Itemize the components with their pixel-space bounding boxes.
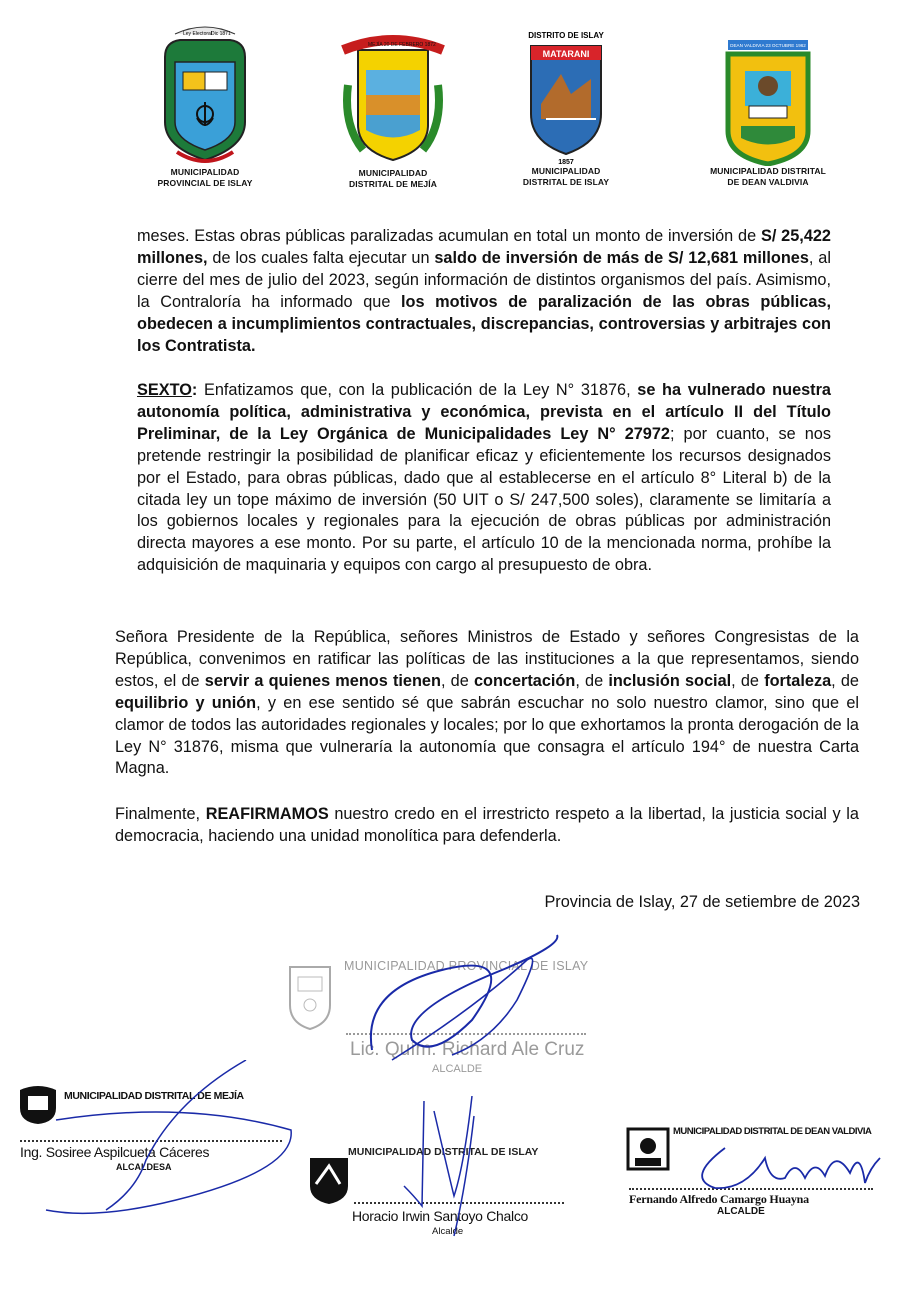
p2-text-1: Enfatizamos que, con la publicación de la Ley N° 31876,: [197, 381, 638, 399]
mejia-signer-title: ALCALDESA: [116, 1162, 172, 1172]
p1-text-1: meses. Estas obras públicas paralizadas acumulan en total un monto de inversión de: [137, 227, 761, 245]
date-line: Provincia de Islay, 27 de setiembre de 2023: [544, 893, 860, 911]
dean-valdivia-shield-icon: [713, 36, 823, 166]
islay-signer-name: Horacio Irwin Santoyo Chalco: [352, 1208, 529, 1224]
p2-text-2: ; por cuanto, se nos pretende restringir la posibilidad de planificar eficaz y eficientemente los recursos designados por el Estado, para obras públicas, dado que al establecerse en el artículo 8° Literal b) de la citada ley un tope máximo de inversión (50 UIT o S/ 247,500 soles), claramente se limitaría a los gobiernos locales y regionales para la ejecución de obras públicas por administración directa mayores a ese monto. Por su parte, el artículo 10 de la mencionada norma, prohíbe la adquisición de maquinaria y equipos con cargo al presupuesto de obra.: [137, 424, 831, 575]
signature-block-provincial: [282, 945, 602, 1085]
islay-signer-title: Alcalde: [432, 1226, 464, 1237]
dean-caption-line1: MUNICIPALIDAD DISTRITAL: [710, 166, 826, 176]
p1-bold-1: S/ 25,422 millones,: [137, 227, 831, 267]
dean-ribbon-text: DEAN VALDIVIA 23 OCTUBRE 1962: [730, 43, 806, 48]
signature-block-mejia: [16, 1060, 296, 1220]
mejia-signer-name: Ing. Sosiree Aspilcueta Cáceres: [20, 1144, 210, 1160]
provincial-stamp-text: MUNICIPALIDAD PROVINCIAL DE ISLAY: [344, 959, 589, 973]
p4-text-1: Finalmente,: [115, 805, 206, 823]
provincial-seal-icon: [284, 953, 336, 1033]
p4-text-2: nuestro credo en el irrestricto respeto a la libertad, la justicia social y la democracia, haciendo una unidad monolítica para defenderla.: [115, 805, 859, 845]
islay-caption: [496, 166, 636, 188]
provincial-signer-title: ALCALDE: [432, 1063, 483, 1075]
p3-text-3: , de: [575, 671, 609, 690]
p1-bold-2: saldo de inversión de más de S/ 12,681 millones: [434, 248, 809, 267]
signature-block-dean: [625, 1118, 885, 1228]
islay-stamp-text: MUNICIPALIDAD DISTRITAL DE ISLAY: [348, 1146, 539, 1158]
p4-bold-1: REAFIRMAMOS: [205, 805, 329, 823]
paragraph-senora-presidente: [115, 627, 859, 780]
p3-bold-5: equilibrio y unión: [115, 693, 257, 712]
paragraph-finalmente: [115, 804, 859, 848]
logo-distrital-mejia: [318, 30, 468, 190]
p3-text-4: , de: [731, 671, 765, 690]
dean-seal-icon: [625, 1126, 671, 1182]
provincial-signer-name: Lic. Quím. Richard Ale Cruz: [350, 1039, 585, 1060]
mejia-handwritten-signature: [26, 1060, 296, 1220]
dean-caption-line2: DE DEAN VALDIVIA: [727, 177, 809, 187]
provincial-islay-caption: [140, 167, 270, 189]
p3-text-2: , de: [440, 671, 474, 690]
logo-distrital-islay: [496, 24, 636, 188]
paragraph-continuation: [137, 226, 831, 357]
sexto-colon: :: [191, 381, 198, 399]
islay-shield-icon: [511, 24, 621, 166]
provincial-islay-ribbon-right: Dic 1871: [211, 31, 231, 37]
islay-seal-icon: [306, 1154, 352, 1206]
paragraph-sexto: [137, 380, 831, 577]
mejia-stamp-text: MUNICIPALIDAD DISTRITAL DE MEJÍA: [64, 1090, 244, 1102]
dean-handwritten-signature: [685, 1138, 885, 1198]
sexto-label: SEXTO: [137, 381, 192, 399]
mejia-ribbon-text: MEJÍA 20 DE FEBRERO 1872: [368, 42, 436, 48]
p3-bold-2: concertación: [473, 671, 576, 690]
islay-band-text: MATARANI: [542, 49, 590, 59]
p1-bold-3: los motivos de paralización de las obras públicas, obedecen a incumplimientos contractuales, discrepancias, controversias y arbitrajes con los Contratista.: [137, 292, 831, 355]
p1-text-3: , al cierre del mes de julio del 2023, según información de distintos organismos del país. Asimismo, la Contraloría ha informado que: [137, 248, 831, 311]
logo-provincial-islay: [140, 22, 270, 189]
p3-bold-4: fortaleza: [764, 671, 832, 690]
provincial-islay-caption-line2: PROVINCIAL DE ISLAY: [157, 178, 253, 188]
provincial-islay-caption-line1: MUNICIPALIDAD: [170, 167, 240, 177]
mejia-emblem-icon: [333, 30, 453, 168]
signature-block-islay: [304, 1096, 574, 1256]
p3-text-6: , y en ese sentido sé que sabrán escuchar no solo nuestro clamor, sino que el clamor de todos las autoridades regionales y locales; por lo que exhortamos la pronta derogación de la Ley N° 31876, misma que vulneraría la autonomía que consagra el artículo 194° de nuestra Carta Magna.: [115, 693, 860, 778]
provincial-islay-ribbon-left: Ley Electoral: [183, 31, 212, 37]
islay-caption-line2: DISTRITAL DE ISLAY: [522, 177, 610, 187]
islay-caption-line1: MUNICIPALIDAD: [531, 166, 601, 176]
p1-text-2: de los cuales falta ejecutar un: [207, 248, 435, 267]
p3-text-5: , de: [831, 671, 859, 690]
p3-bold-1: servir a quienes menos tienen: [204, 671, 441, 690]
dean-signer-title: ALCALDE: [717, 1206, 765, 1217]
mejia-caption: [318, 168, 468, 190]
provincial-handwritten-signature: [350, 930, 585, 1080]
islay-handwritten-signature: [394, 1096, 504, 1256]
p3-bold-3: inclusión social: [608, 671, 732, 690]
p3-text-1: Señora Presidente de la República, señores Ministros de Estado y señores Congresistas de la República, convenimos en ratificar las políticas de las instituciones a la que representamos, siendo estos, el de: [115, 628, 859, 690]
p2-bold-1: se ha vulnerado nuestra autonomía política, administrativa y económica, prevista en el artículo II del Título Preliminar, de la Ley Orgánica de Municipalidades Ley N° 27972: [137, 381, 831, 443]
logo-dean-valdivia: [688, 36, 848, 188]
dean-stamp-text: MUNICIPALIDAD DISTRITAL DE DEAN VALDIVIA: [673, 1126, 872, 1137]
mejia-caption-line2: DISTRITAL DE MEJÍA: [349, 179, 437, 189]
islay-top-text: DISTRITO DE ISLAY: [528, 31, 604, 40]
islay-year: 1857: [558, 159, 574, 166]
mejia-caption-line1: MUNICIPALIDAD: [358, 168, 428, 178]
provincial-islay-shield-icon: [155, 22, 255, 167]
dean-caption: [688, 166, 848, 188]
dean-signer-name: Fernando Alfredo Camargo Huayna: [629, 1192, 809, 1206]
